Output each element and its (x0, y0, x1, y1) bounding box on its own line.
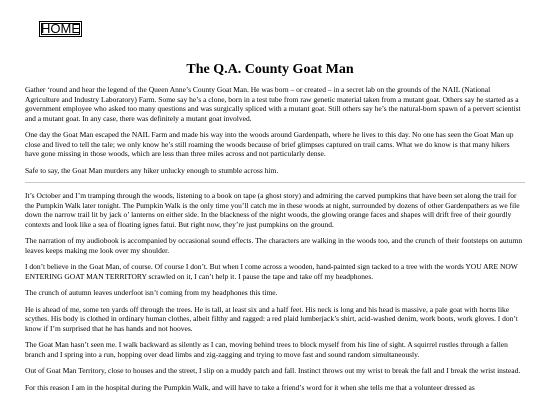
intro-paragraph: Gather ‘round and hear the legend of the Queen Anne’s County Goat Man. He was born – or created – in a secret lab on the grounds of the NAIL (National Agriculture and Industry Laboratory) Farm. Some say he’s a clone, born in a test tube from raw genetic material taken from a mutant goat. Others say he started as a government employee who asked too many questions and was surgically spliced with a mutant goat. Still others say he’s the natural-born spawn of a pervert scientist and a mutant goat. In any case, there was definitely a mutant goat involved. (25, 85, 521, 123)
article-body (25, 85, 525, 399)
section-divider (25, 182, 525, 183)
intro-section (25, 85, 525, 175)
story-paragraph: Out of Goat Man Territory, close to houses and the street, I slip on a muddy patch and fall. Instinct throws out my wrist to break the fall and I break the wrist instead. (25, 366, 521, 375)
story-paragraph: The crunch of autumn leaves underfoot isn’t coming from my headphones this time. (25, 288, 278, 297)
home-button[interactable]: HOME (41, 21, 80, 36)
page-title: The Q.A. County Goat Man (186, 62, 354, 77)
intro-paragraph: Safe to say, the Goat Man murders any hiker unlucky enough to stumble across him. (25, 165, 279, 175)
story-paragraph: The narration of my audiobook is accompanied by occasional sound effects. The characters are walking in the woods too, and the crunch of their footsteps on autumn leaves keeps making me look over my shoulder. (25, 236, 523, 255)
intro-paragraph: One day the Goat Man escaped the NAIL Farm and made his way into the woods around Gardenpath, where he lives to this day. No one has seen the Goat Man up close and lived to tell the tale; we only know he’s still roaming the woods because of brief glimpses captured on trail cams. What we do know is that many hikers have gone missing in those woods, which are less than three miles across and not particularly dense. (25, 130, 514, 158)
story-paragraph: He is ahead of me, some ten yards off through the trees. He is tall, at least six and a half feet. His neck is long and his head is massive, a pale goat with horns like scythes. His body is clothed in ordinary human clothes, albeit filthy and ragged: a red plaid lumberjack’s shirt, acid-washed denim, work boots, work gloves. I don’t know if I’m surprised that he has hands and not hooves. (25, 304, 518, 333)
story-paragraph: It’s October and I’m tramping through the woods, listening to a book on tape (a ghost story) and admiring the carved pumpkins that have been set along the trail for the Pumpkin Walk later tonight. The Pumpkin Walk is the only time you’ll catch me in these woods at night, surrounded by dozens of other Gardenpathers as we file down the narrow trail lit by jack o’ lanterns on either side. In the blackness of the night woods, the glowing orange faces and shapes will drift free of their gourdly contexts and look like a sea of floating ignes fatui. But right now, they’re just pumpkins on the ground. (25, 191, 520, 229)
story-paragraph: The Goat Man hasn’t seen me. I walk backward as silently as I can, moving behind trees to block myself from his line of sight. A squirrel rustles through a fallen branch and I spring into a run, hopping over dead limbs and zig-zagging and trying to move fast and sound random simultaneously. (25, 340, 508, 359)
story-section (25, 191, 525, 392)
story-paragraph: I don’t believe in the Goat Man, of course. Of course I don’t. But when I come across a wooden, hand-painted sign tacked to a tree with the words YOU ARE NOW ENTERING GOAT MAN TERRITORY scrawled on it, I can’t help it. I pause the tape and take off my headphones. (25, 262, 518, 281)
story-paragraph: For this reason I am in the hospital during the Pumpkin Walk, and will have to take a friend’s word for it when she tells me that a volunteer dressed as (25, 382, 475, 392)
